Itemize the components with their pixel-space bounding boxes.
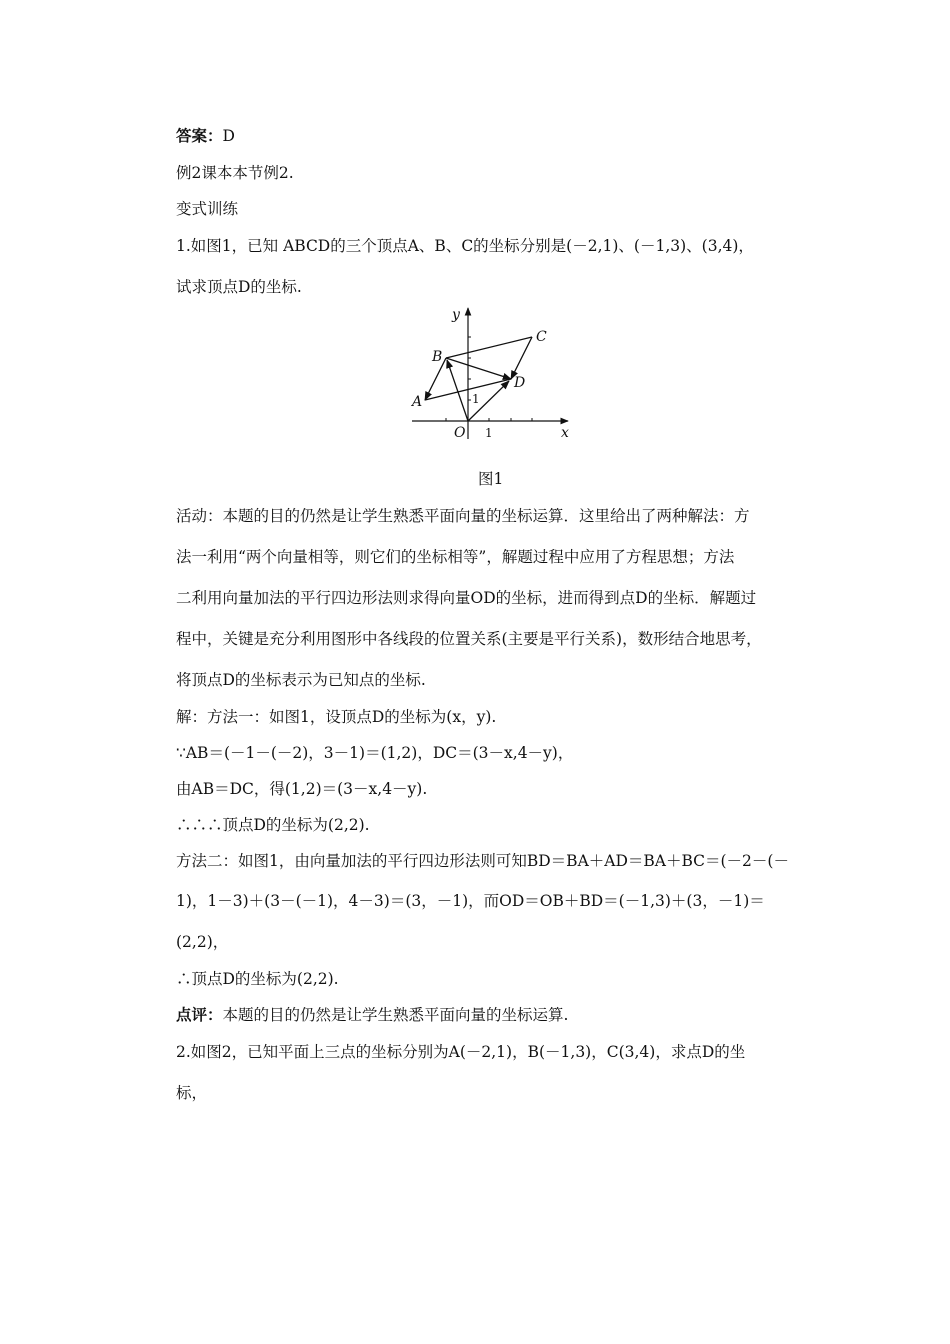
activity-line2: 法一利用“两个向量相等，则它们的坐标相等”，解题过程中应用了方程思想；方法 [176, 548, 735, 566]
x-axis-label: x [561, 425, 569, 441]
origin-label: O [454, 425, 466, 441]
solution-line8: ∴顶点D的坐标为(2,2). [176, 970, 339, 988]
point-b-label: B [432, 349, 443, 365]
point-a-label: A [412, 394, 423, 410]
y-tick-one-label: 1 [472, 392, 480, 406]
activity-line1: 活动：本题的目的仍然是让学生熟悉平面向量的坐标运算．这里给出了两种解法：方 [176, 507, 750, 525]
answer-value: D [222, 127, 235, 145]
solution-line1: 解：方法一：如图1，设顶点D的坐标为(x，y). [176, 708, 497, 726]
comment-text: 本题的目的仍然是让学生熟悉平面向量的坐标运算. [222, 1006, 569, 1024]
figure1-caption: 图1 [478, 470, 504, 488]
comment-line [176, 1005, 568, 1025]
answer-line [176, 126, 235, 146]
problem1-line1: 1.如图1，已知 ABCD的三个顶点A、B、C的坐标分别是(－2,1)、(－1,3)、(3,4)， [176, 237, 754, 255]
solution-line5: 方法二：如图1，由向量加法的平行四边形法则可知BD＝BA＋AD＝BA＋BC＝(－2－(－ [176, 852, 789, 870]
vector-bd [446, 358, 511, 379]
point-d-label: D [514, 375, 526, 391]
x-tick-one-label: 1 [485, 426, 493, 440]
activity-line4: 程中，关键是充分利用图形中各线段的位置关系(主要是平行关系)，数形结合地思考， [176, 630, 762, 648]
solution-line2: ∵AB＝(－1－(－2)，3－1)＝(1,2)，DC＝(3－x,4－y)， [176, 744, 574, 762]
solution-line7: (2,2)， [176, 933, 229, 951]
problem2-line1: 2.如图2，已知平面上三点的坐标分别为A(－2,1)，B(－1,3)，C(3,4)，求点D的坐 [176, 1043, 746, 1061]
activity-line5: 将顶点D的坐标表示为已知点的坐标. [176, 671, 426, 689]
variant-training-heading: 变式训练 [176, 200, 239, 218]
problem1-line2: 试求顶点D的坐标. [176, 278, 302, 296]
comment-label: 点评： [176, 1005, 223, 1024]
point-c-label: C [536, 329, 547, 345]
solution-line4: ∴∴∴顶点D的坐标为(2,2). [176, 816, 370, 834]
activity-line3: 二利用向量加法的平行四边形法则求得向量OD的坐标，进而得到点D的坐标．解题过 [176, 589, 757, 607]
example-2-line: 例2课本本节例2. [176, 164, 294, 182]
vector-cd [511, 337, 532, 379]
solution-line3: 由AB＝DC，得(1,2)＝(3－x,4－y). [176, 780, 428, 798]
answer-label: 答案： [176, 126, 223, 145]
figure1-diagram [408, 303, 580, 445]
y-axis-label: y [452, 307, 460, 323]
solution-line6: 1)，1－3)＋(3－(－1)，4－3)＝(3，－1)，而OD＝OB＋BD＝(－1,3)＋(3，－1)＝ [176, 892, 765, 910]
problem2-line2: 标， [176, 1084, 208, 1102]
segment-bc [446, 337, 532, 358]
